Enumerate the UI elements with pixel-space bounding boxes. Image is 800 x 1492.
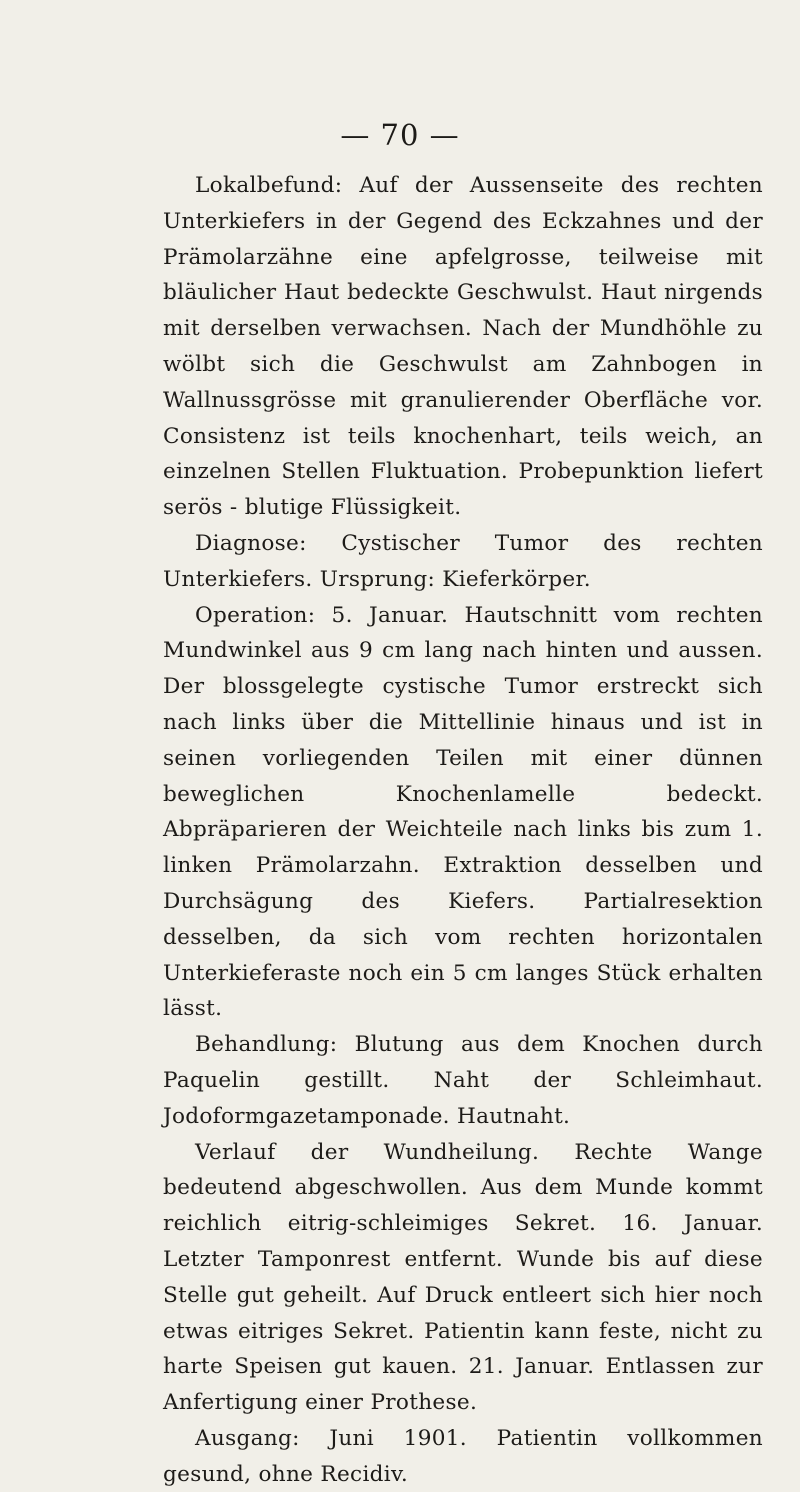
paragraph-verlauf: Verlauf der Wundheilung. Rechte Wange bedeutend abgeschwollen. Aus dem Munde kommt reichlich eitrig-schleimiges Sekret. 16. Januar. Letzter Tamponrest entfernt. Wunde bis auf diese Stelle gut geheilt. Auf Druck entleert sich hier noch etwas eitriges Sekret. Patientin kann feste, nicht zu harte Speisen gut kauen. 21. Januar. Entlassen zur Anfertigung einer Prothese. [163,1139,763,1416]
paragraph-behandlung: Behandlung: Blutung aus dem Knochen durch Paquelin gestillt. Naht der Schleimhaut. Jodoformgazetamponade. Hautnaht. [163,1032,763,1129]
paragraph-ausgang: Ausgang: Juni 1901. Patientin vollkommen gesund, ohne Recidiv. [163,1425,763,1487]
paragraph-diagnose: Diagnose: Cystischer Tumor des rechten Unterkiefers. Ursprung: Kieferkörper. [163,530,763,592]
body-text [163,168,763,1492]
paragraph-operation: Operation: 5. Januar. Hautschnitt vom rechten Mundwinkel aus 9 cm lang nach hinten und aussen. Der blossgelegte cystische Tumor erstreckt sich nach links über die Mittellinie hinaus und ist in seinen vorliegenden Teilen mit einer dünnen beweglichen Knochenlamelle bedeckt. Abpräparieren der Weichteile nach links bis zum 1. linken Prämolarzahn. Extraktion desselben und Durchsägung des Kiefers. Partialresektion desselben, da sich vom rechten horizontalen Unterkieferaste noch ein 5 cm langes Stück erhalten lässt. [163,602,763,1022]
page-number: — 70 — [340,118,460,152]
paragraph-lokalbefund: Lokalbefund: Auf der Aussenseite des rechten Unterkiefers in der Gegend des Eckzahnes und der Prämolarzähne eine apfelgrosse, teilweise mit bläulicher Haut bedeckte Geschwulst. Haut nirgends mit derselben verwachsen. Nach der Mundhöhle zu wölbt sich die Geschwulst am Zahnbogen in Wallnussgrösse mit granulierender Oberfläche vor. Consistenz ist teils knochenhart, teils weich, an einzelnen Stellen Fluktuation. Probepunktion liefert serös - blutige Flüssigkeit. [163,173,763,521]
